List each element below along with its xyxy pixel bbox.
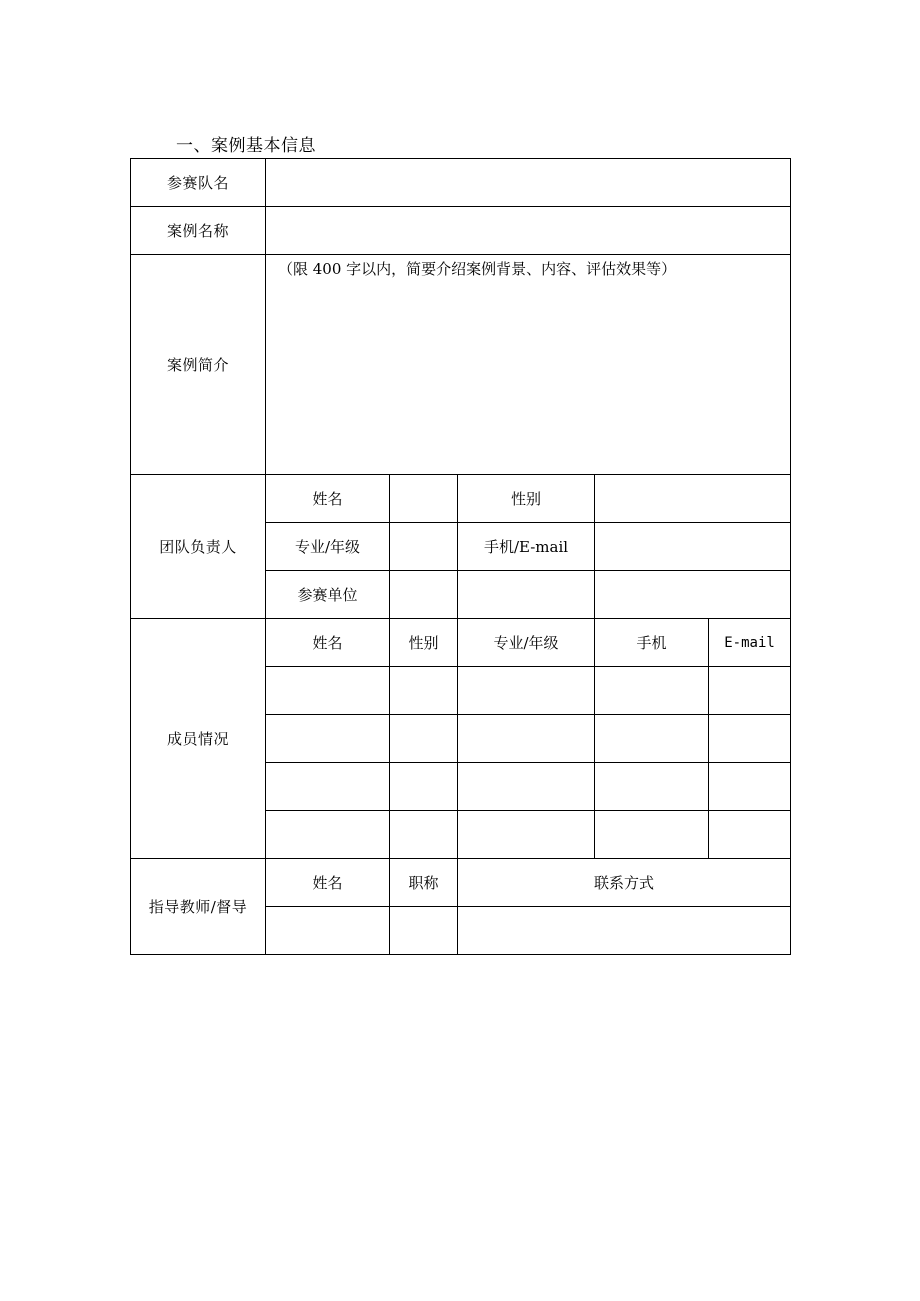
leader-row-1: [131, 475, 791, 523]
leader-contact-label: 手机/E-mail: [458, 523, 595, 571]
member-phone-field[interactable]: [595, 763, 709, 811]
advisor-title-field[interactable]: [390, 907, 458, 955]
member-gender-field[interactable]: [390, 763, 458, 811]
member-major-field[interactable]: [458, 811, 595, 859]
advisor-header-contact: 联系方式: [458, 859, 791, 907]
leader-unit-field-1[interactable]: [390, 571, 458, 619]
member-major-field[interactable]: [458, 667, 595, 715]
member-phone-field[interactable]: [595, 715, 709, 763]
member-phone-field[interactable]: [595, 667, 709, 715]
member-name-field[interactable]: [266, 763, 390, 811]
member-email-field[interactable]: [709, 715, 791, 763]
member-name-field[interactable]: [266, 667, 390, 715]
member-gender-field[interactable]: [390, 715, 458, 763]
leader-name-field[interactable]: [390, 475, 458, 523]
member-gender-field[interactable]: [390, 811, 458, 859]
team-name-label: 参赛队名: [131, 159, 266, 207]
member-email-field[interactable]: [709, 763, 791, 811]
advisor-label: 指导教师/督导: [131, 859, 266, 955]
member-phone-field[interactable]: [595, 811, 709, 859]
advisor-name-field[interactable]: [266, 907, 390, 955]
members-label: 成员情况: [131, 619, 266, 859]
member-name-field[interactable]: [266, 811, 390, 859]
case-info-table: [130, 158, 791, 955]
leader-unit-label: 参赛单位: [266, 571, 390, 619]
members-header-row: [131, 619, 791, 667]
leader-major-label: 专业/年级: [266, 523, 390, 571]
leader-gender-label: 性别: [458, 475, 595, 523]
case-name-row: [131, 207, 791, 255]
advisor-contact-field[interactable]: [458, 907, 791, 955]
leader-major-field[interactable]: [390, 523, 458, 571]
case-summary-row: [131, 255, 791, 475]
advisor-header-title: 职称: [390, 859, 458, 907]
case-name-field[interactable]: [266, 207, 791, 255]
leader-unit-field-2[interactable]: [458, 571, 595, 619]
team-name-row: [131, 159, 791, 207]
leader-label: 团队负责人: [131, 475, 266, 619]
advisor-header-name: 姓名: [266, 859, 390, 907]
member-name-field[interactable]: [266, 715, 390, 763]
members-header-gender: 性别: [390, 619, 458, 667]
advisor-header-row: [131, 859, 791, 907]
leader-gender-field[interactable]: [595, 475, 791, 523]
members-header-major: 专业/年级: [458, 619, 595, 667]
members-header-phone: 手机: [595, 619, 709, 667]
case-summary-hint: （限 400 字以内，简要介绍案例背景、内容、评估效果等）: [278, 260, 677, 278]
member-major-field[interactable]: [458, 763, 595, 811]
leader-contact-field[interactable]: [595, 523, 791, 571]
members-header-email: E-mail: [709, 619, 791, 667]
member-major-field[interactable]: [458, 715, 595, 763]
case-name-label: 案例名称: [131, 207, 266, 255]
section-title: 一、案例基本信息: [176, 136, 316, 156]
case-summary-field[interactable]: [266, 255, 791, 475]
team-name-field[interactable]: [266, 159, 791, 207]
member-email-field[interactable]: [709, 811, 791, 859]
leader-unit-field-3[interactable]: [595, 571, 791, 619]
members-header-name: 姓名: [266, 619, 390, 667]
member-email-field[interactable]: [709, 667, 791, 715]
member-gender-field[interactable]: [390, 667, 458, 715]
case-summary-label: 案例简介: [131, 255, 266, 475]
leader-name-label: 姓名: [266, 475, 390, 523]
